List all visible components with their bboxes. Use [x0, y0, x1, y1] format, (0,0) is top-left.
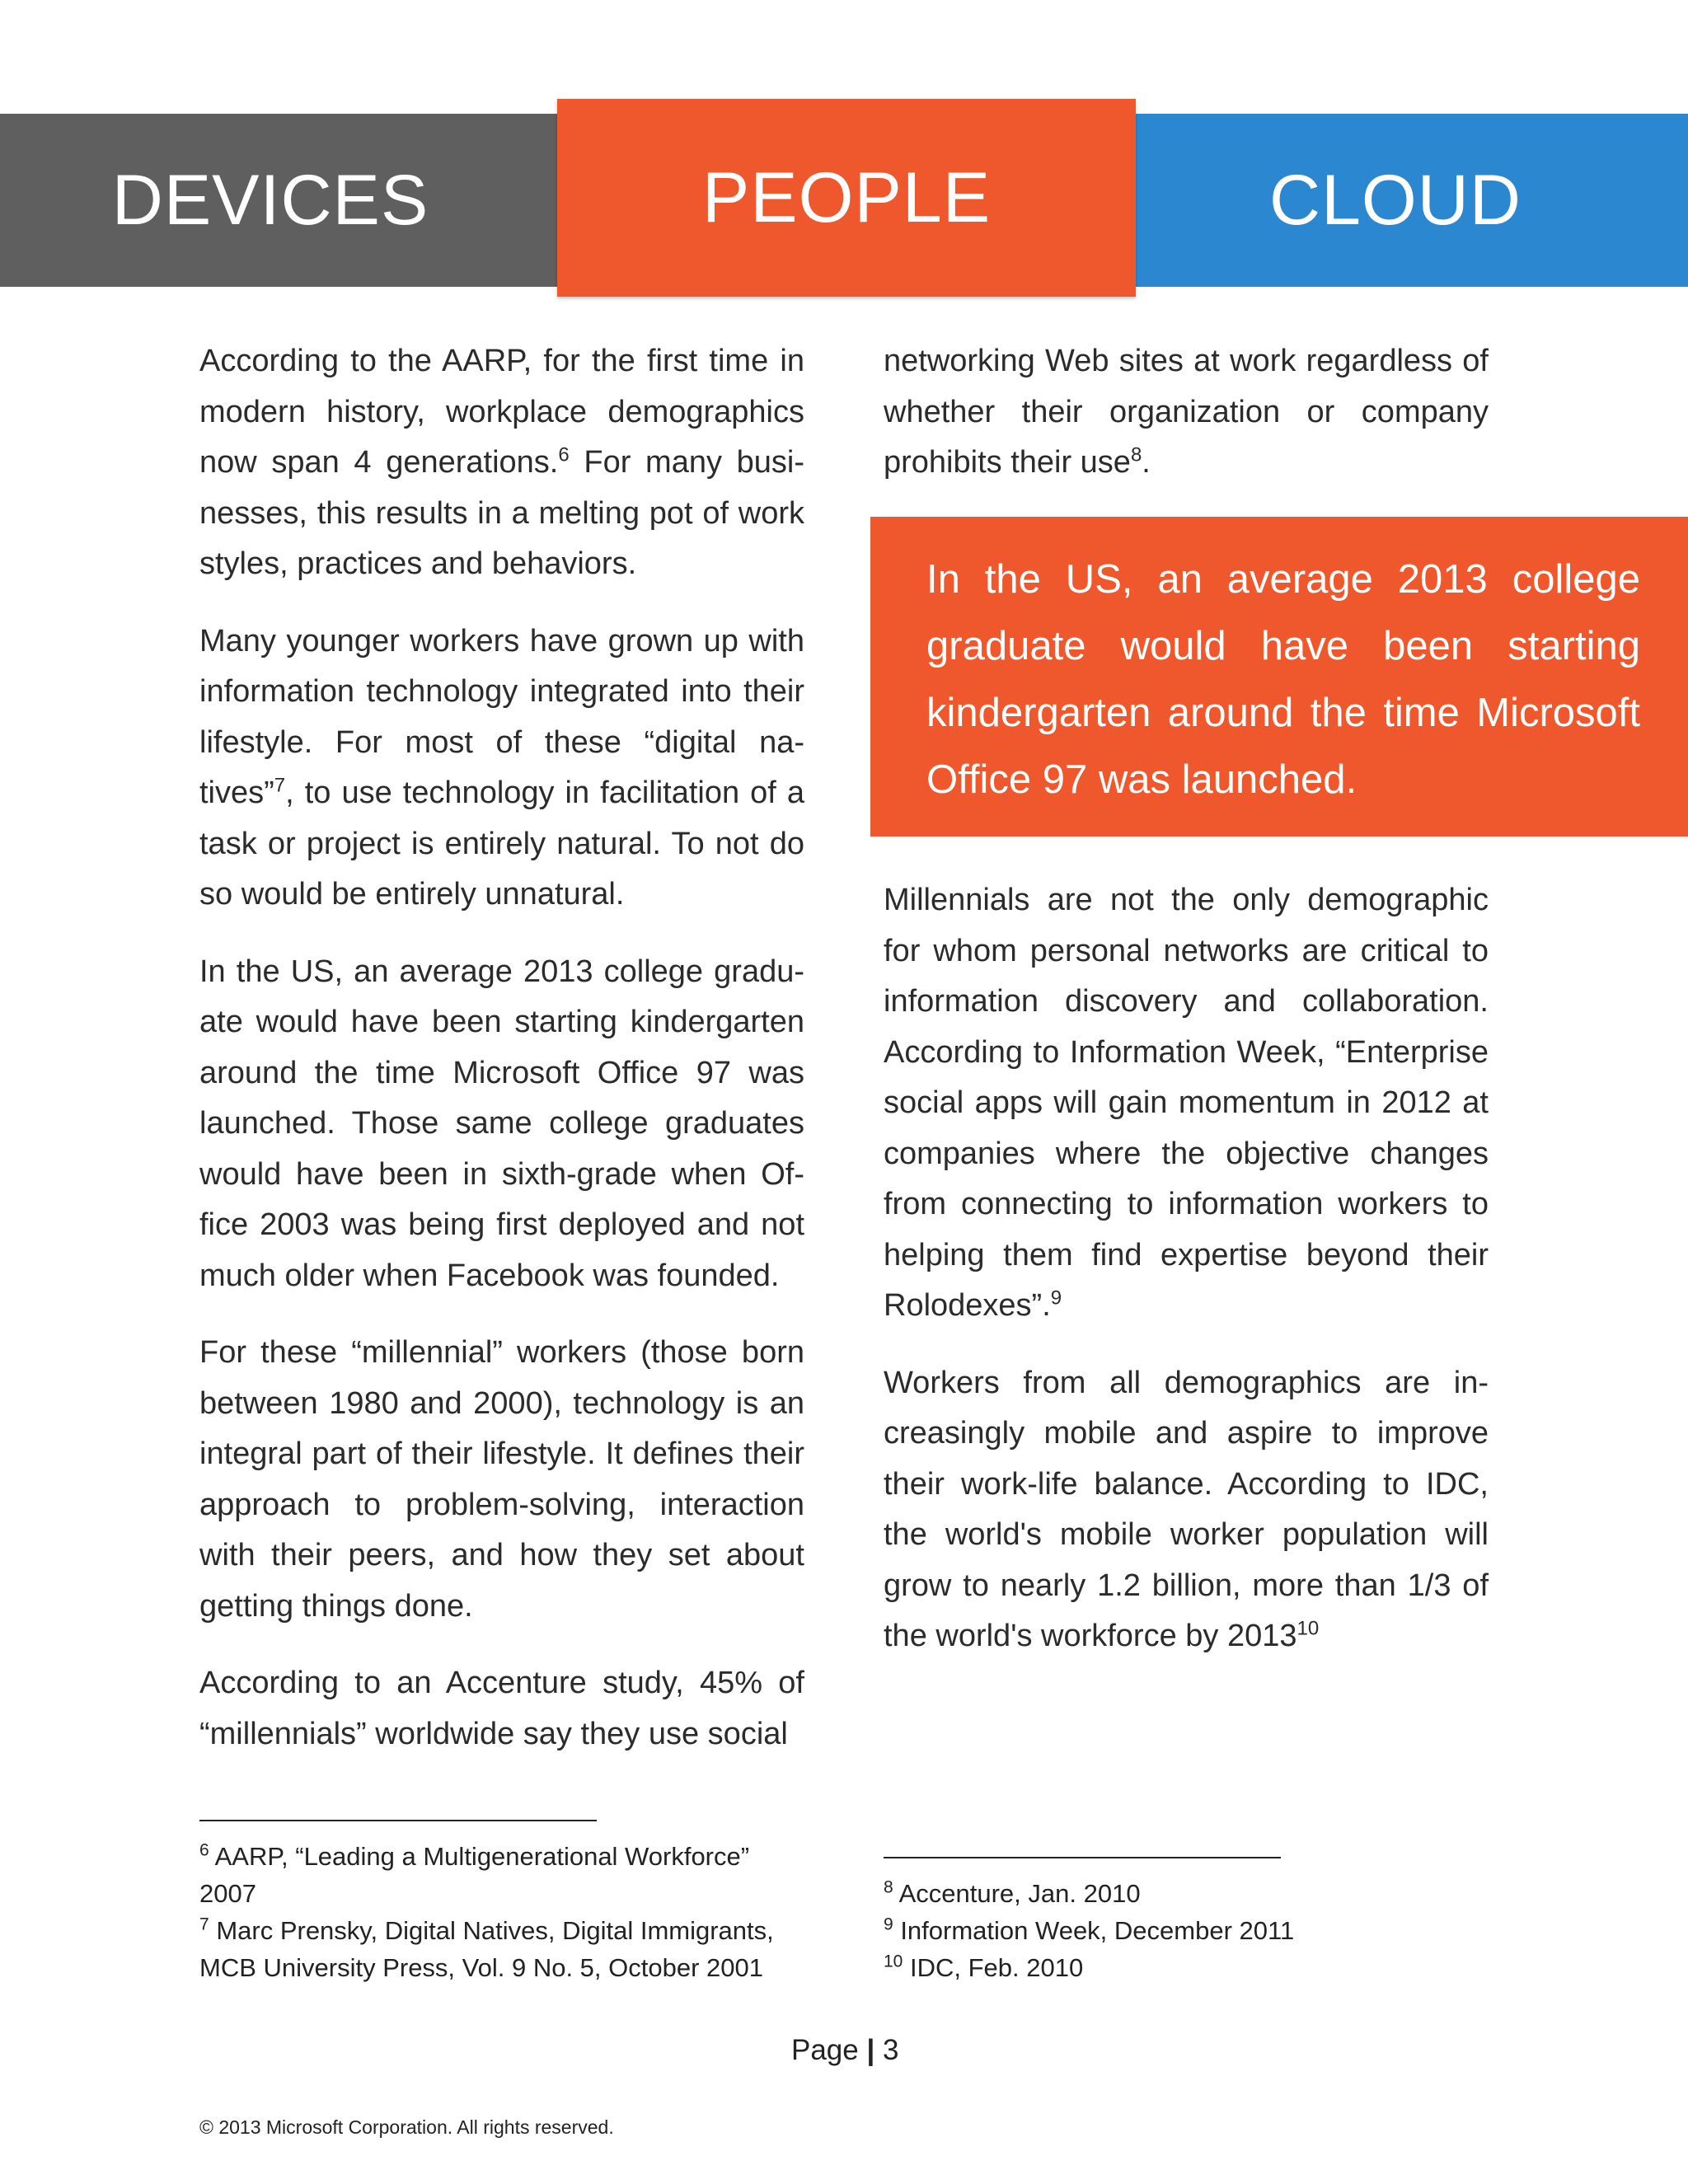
footnote-divider [199, 1820, 597, 1821]
paragraph: networking Web sites at work regardless of whether their organization or company prohibits their use$^8$. [884, 344, 1489, 480]
right-column [884, 336, 1489, 515]
pull-quote-text: In the US, an average 2013 college graduate would have been starting kindergarten around the time Microsoft Office 97 was launched. [926, 557, 1640, 802]
footnote-ref[interactable]: 6 [558, 443, 570, 466]
pull-quote-callout [870, 517, 1688, 837]
people-label: PEOPLE [701, 157, 992, 237]
left-column [199, 336, 804, 1786]
cloud-label: CLOUD [1268, 160, 1522, 240]
devices-label: DEVICES [111, 160, 429, 240]
paragraph: Millennials are not the only demographic for whom personal networks are critical to information discovery and collaboration. According to Information Week, “Enterprise social apps will gain momentum in 2012 at companies where the objective changes from connecting to information workers to helping them find expertise beyond their Rolodexes”.$^9$ [884, 883, 1489, 1323]
right-column-lower [884, 875, 1489, 1689]
paragraph: According to the AARP, for the first time in modern history, workplace demographics now span 4 generations.$^6$ For many busi-nesses, this results in a melting pot of work styles, practices and behaviors. [199, 344, 804, 581]
footnote-divider [884, 1857, 1281, 1858]
header-banner [0, 0, 1688, 305]
footnote: $^7$ Marc Prensky, Digital Natives, Digital Immigrants, MCB University Press, Vol. 9 No. 5, October 2001 [199, 1915, 774, 1982]
footnote: $^6$ AARP, “Leading a Multigenerational Workforce” 2007 [199, 1840, 750, 1908]
copyright-notice: © 2013 Microsoft Corporation. All rights reserved. [199, 2116, 614, 2138]
cloud-band [1136, 114, 1688, 287]
footnote-ref[interactable]: 8 [1130, 443, 1142, 466]
paragraph: According to an Accenture study, 45% of “millennials” worldwide say they use social [199, 1666, 804, 1751]
footnote-ref[interactable]: 10 [1296, 1617, 1320, 1640]
footnote-ref[interactable]: 9 [1050, 1286, 1062, 1310]
people-band [557, 99, 1136, 297]
footnote: $^{10}$ IDC, Feb. 2010 [884, 1952, 1084, 1982]
paragraph: Many younger workers have grown up with information technology integrated into their lifestyle. For most of these “digital na-tives”$^7$, to use technology in facilitation of a task or project is entirely natural. To not do so would be entirely unnatural. [199, 623, 804, 912]
footnote: $^9$ Information Week, December 2011 [884, 1915, 1295, 1945]
page-number: Page | 3 [791, 2034, 899, 2066]
paragraph: For these “millennial” workers (those born between 1980 and 2000), technology is an integral part of their lifestyle. It defines their approach to problem-solving, interaction with their peers, and how they set about getting things done. [199, 1335, 804, 1624]
paragraph: Workers from all demographics are in-creasingly mobile and aspire to improve their work-life balance. According to IDC, the world's mobile worker population will grow to nearly 1.2 billion, more than 1/3 of the world's workforce by 2013$^{10}$ [884, 1365, 1489, 1653]
paragraph: In the US, an average 2013 college gradu-ate would have been starting kindergarten around the time Microsoft Office 97 was launched. Those same college graduates would have been in sixth-grade when Of-fice 2003 was being first deployed and not much older when Facebook was founded. [199, 954, 804, 1293]
footnote: $^8$ Accenture, Jan. 2010 [884, 1877, 1141, 1908]
devices-band [0, 114, 557, 287]
footnotes-right [884, 1875, 1493, 1986]
footnotes-left [199, 1838, 809, 1986]
footnote-ref[interactable]: 7 [274, 774, 286, 797]
